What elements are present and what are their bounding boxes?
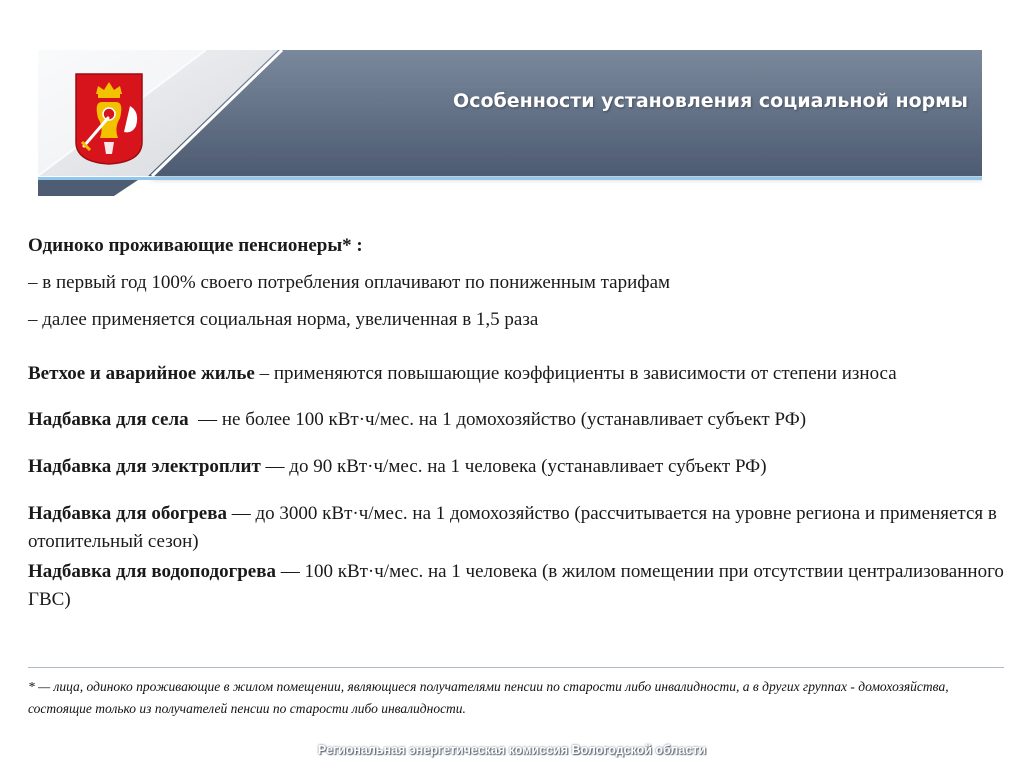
heating-allowance-label: Надбавка для обогрева xyxy=(28,503,227,524)
water-heating-allowance-text: — 100 кВт·ч/мес. на 1 человека (в жилом помещении при отсутствии централизованного ГВС) xyxy=(28,561,1004,610)
water-heating-allowance-label: Надбавка для водоподогрева xyxy=(28,561,276,582)
dilapidated-housing-text: – применяются повышающие коэффициенты в зависимости от степени износа xyxy=(254,363,897,384)
village-allowance-text: — не более 100 кВт·ч/мес. на 1 домохозяйство (устанавливает субъект РФ) xyxy=(188,409,807,430)
village-allowance-label: Надбавка для села xyxy=(28,409,189,430)
electric-stove-allowance-label: Надбавка для электроплит xyxy=(28,456,261,477)
page-title: Особенности установления социальной нормы xyxy=(453,90,968,112)
footnote: * — лица, одиноко проживающие в жилом помещении, являющиеся получателями пенсии по старости либо инвалидности, а в других группах - домохозяйства, состоящие только из получателей пенсии по старости либо инвалидности. xyxy=(28,679,949,716)
header-banner xyxy=(38,50,982,196)
water-heating-allowance-item xyxy=(28,558,1004,614)
pensioners-line-2: – далее применяется социальная норма, увеличенная в 1,5 раза xyxy=(28,309,539,330)
village-allowance-item xyxy=(28,406,1004,434)
electric-stove-allowance-text: — до 90 кВт·ч/мес. на 1 человека (устанавливает субъект РФ) xyxy=(260,456,767,477)
vologda-coat-of-arms-icon xyxy=(74,72,144,166)
dilapidated-housing-item xyxy=(28,360,1004,388)
footer-organization: Региональная энергетическая комиссия Вологодской области xyxy=(317,743,707,757)
main-content xyxy=(28,232,1004,614)
heating-allowance-text: — до 3000 кВт·ч/мес. на 1 домохозяйство (рассчитывается на уровне региона и применяется в отопительный сезон) xyxy=(28,503,997,552)
pensioners-line-1: – в первый год 100% своего потребления оплачивают по пониженным тарифам xyxy=(28,272,671,293)
header-background xyxy=(38,50,982,196)
pensioners-heading: Одиноко проживающие пенсионеры* : xyxy=(28,235,363,256)
dilapidated-housing-label: Ветхое и аварийное жилье xyxy=(28,363,255,384)
electric-stove-allowance-item xyxy=(28,453,1004,481)
heating-allowance-item xyxy=(28,500,1004,556)
footnote-divider xyxy=(28,667,1004,668)
